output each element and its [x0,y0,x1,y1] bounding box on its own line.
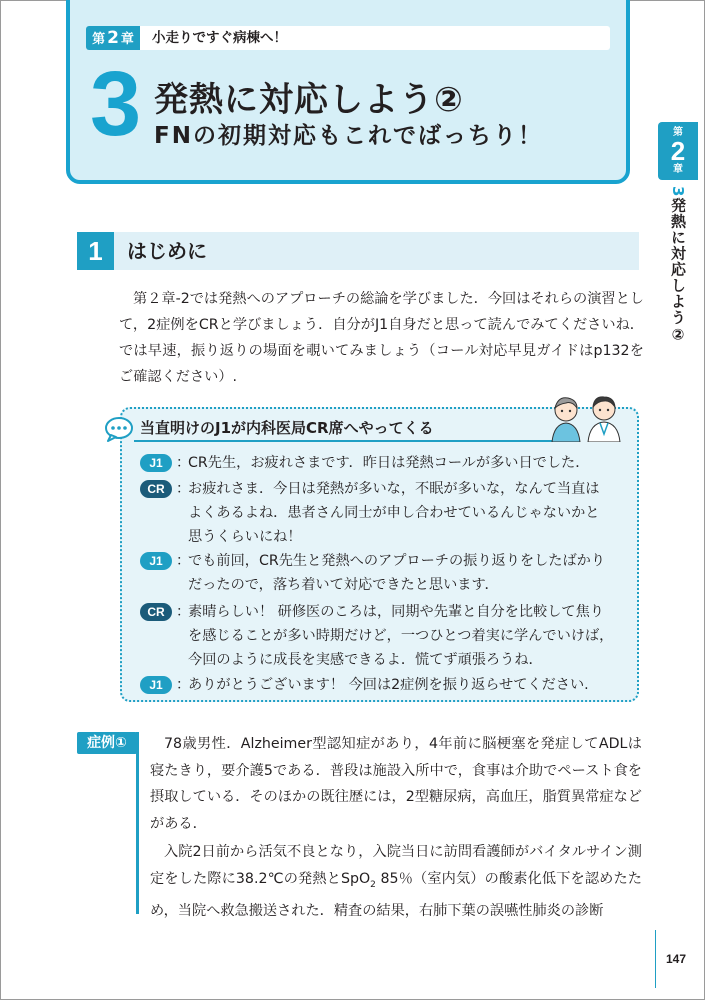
speech-bubble-icon [104,416,134,442]
dialogue-text [188,600,628,672]
dialogue-row: 素晴らしい！ 研修医のころは，同期や先輩と自分を比較して焦り [188,604,604,620]
intro-paragraph: 第２章-2では発熱へのアプローチの総論を学びました．今回はそれらの演習として，2症例をCRと学びましょう．自分がJ1自身だと思って読んでみてくださいね．では早速，振り返りの場面を覗いてみましょう（コール対応早見ガイドはp132をご確認ください）. [119,291,644,385]
dialogue-row: よくあるよね．患者さん同士が申し合わせているんじゃないかと [188,505,600,521]
chapter-tag [86,26,610,50]
side-tab-number: 2 [670,136,686,166]
speaker-colon: ： [176,455,191,471]
dialogue-row: ありがとうございます！ 今回は2症例を振り返らせてください. [188,677,589,693]
chapter-label-number: 2 [107,28,119,48]
dialogue-row: でも前回，CR先生と発熱へのアプローチの振り返りをしたばかり [188,553,606,569]
section-heading-text: はじめに [127,239,207,263]
speaker-colon: ： [176,481,191,497]
chapter-label [86,26,140,50]
section-number: 3 [90,53,142,155]
page-number-rule [655,930,656,988]
speaker-colon: ： [176,604,191,620]
page-subtitle: FNの初期対応もこれでばっちり！ [154,123,543,149]
section-heading [77,232,639,270]
section-heading-number: 1 [77,232,114,270]
case-subscript: 2 [370,879,376,890]
dialogue-title: 当直明けのJ1が内科医局CR席へやってくる [140,419,434,437]
dialogue-title-underline [134,440,554,442]
dialogue-text [188,451,628,475]
case-text: 85％（室内気）の酸素化低下を認めたため，当院へ救急搬送された．精査の結果，右肺下葉の誤嚥性肺炎の診断 [150,870,642,919]
dialogue-row: 今回のように成長を実感できるよ．慌てず頑張ろうね． [188,652,543,668]
speaker-badge-j1: J1 [140,552,172,570]
case-label: 症例① [77,732,137,754]
chapter-header [66,0,630,184]
speaker-colon: ： [176,553,191,569]
dialogue-row: CR先生，お疲れさまです．昨日は発熱コールが多い日でした． [188,455,590,471]
side-section-text: 発熱に対応しよう② [669,197,687,345]
dialogue-row: だったので，落ち着いて対応できたと思います． [188,577,499,593]
page-title: 発熱に対応しよう② [154,80,464,120]
dialogue-text [188,477,628,549]
chapter-label-suffix: 章 [120,32,134,47]
chapter-tag-text: 小走りですぐ病棟へ！ [152,30,287,46]
case-paragraph: 78歳男性．Alzheimer型認知症があり，4年前に脳梗塞を発症してADLは寝たきり，要介護5である．普段は施設入所中で，食事は介助でペースト食を摂取している．そのほかの既往歴には，2型糖尿病，高血圧，脂質異常症などがある． [150,736,642,832]
speaker-badge-j1: J1 [140,454,172,472]
side-tab-top: 第 [673,127,683,138]
dialogue-text [188,673,628,697]
doctors-illustration-icon [546,392,628,442]
case-rule [136,732,139,914]
dialogue-row: を感じることが多い時期だけど，一つひとつ着実に学んでいけば， [188,628,614,644]
dialogue-text [188,549,628,597]
speaker-badge-cr: CR [140,603,172,621]
page-number: 147 [666,952,687,966]
case-paragraph [150,839,642,924]
side-tab-bottom: 章 [673,164,683,175]
case-text: 入院2日前から活気不良となり，入院当日に訪問看護師がバイタルサイン測定をした際に38.2℃の発熱とSpO [150,844,642,887]
dialogue-row: お疲れさま．今日は発熱が多いな，不眠が多いな，なんて当直は [188,481,600,497]
speaker-badge-cr: CR [140,480,172,498]
side-section-num: 3 [669,186,687,198]
chapter-label-prefix: 第 [92,32,106,47]
dialogue-row: 思うくらいにね！ [188,529,302,545]
chapter-side-tab[interactable] [658,122,698,180]
speaker-colon: ： [176,677,191,693]
speaker-badge-j1: J1 [140,676,172,694]
side-section-title [667,186,689,344]
